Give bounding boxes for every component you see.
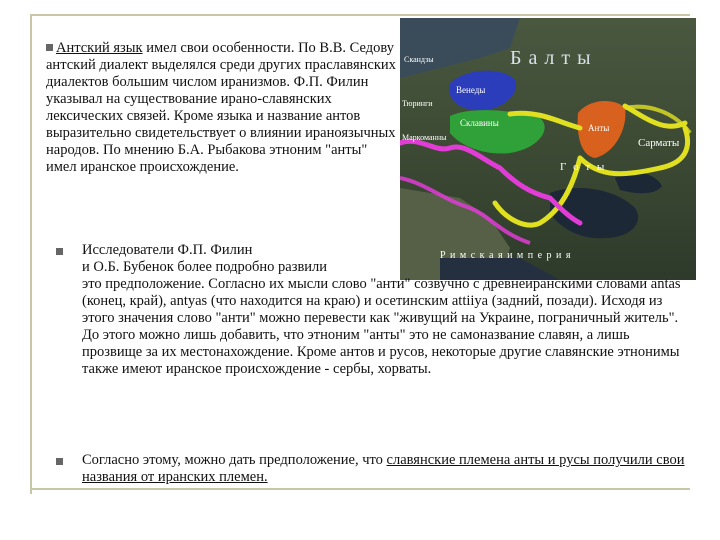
- slide-frame-left: [30, 14, 32, 494]
- bullet-icon: [46, 44, 53, 51]
- map-label-anty: Анты: [588, 123, 610, 133]
- anty-language-link[interactable]: Антский язык: [56, 40, 143, 56]
- map-label-skandy: Скандзы: [404, 55, 434, 64]
- paragraph-anty-language: [46, 40, 398, 176]
- slide-frame-top: [30, 14, 690, 16]
- map-label-sklaviny: Склавины: [460, 118, 499, 128]
- bullet-icon: [56, 458, 63, 465]
- map-label-goty: Г о т ы: [560, 161, 607, 173]
- map-label-rim: Р и м с к а я и м п е р и я: [440, 250, 572, 261]
- bullet-icon: [56, 248, 63, 255]
- paragraph-2-text: это предположение. Согласно их мысли слово "анти" созвучно с древнеиранскими словами antas (конец, край), antyas (что находится на краю) и осетинским attiiya (задний, позади). Исходя из этого значения слово "анти" можно перевести как "живущий на Украине, пограничный житель". До этого можно лишь добавить, что этноним "анты" это не самоназвание славян, а лишь прозвище за их местонахождение. Кроме антов и русов, некоторые другие славянские этнонимы также имеют иранское происхождение - сербы, хорваты.: [82, 276, 681, 377]
- list-item-conclusion: [56, 452, 692, 486]
- map-label-venedy: Венеды: [456, 85, 486, 95]
- paragraph-2-line-1: Исследователи Ф.П. Филин: [82, 242, 253, 258]
- map-label-markomanny: Маркоманны: [402, 133, 447, 142]
- paragraph-2-line-2: и О.Б. Бубенок более подробно развили: [82, 259, 328, 275]
- map-label-turingi: Тюринги: [402, 99, 433, 108]
- map-label-sarmaty: Сарматы: [638, 137, 680, 149]
- historical-map: [400, 18, 696, 280]
- map-label-balty: Б а л т ы: [510, 47, 592, 69]
- list-item-researchers: [56, 242, 692, 378]
- slide-frame-bottom: [30, 488, 690, 490]
- paragraph-1-text: имел свои особенности. По В.В. Седову антский диалект выделялся среди других праславянских диалектов большим числом иранизмов. Ф.П. Филин указывал на существование ирано-славянских лексических связей. Кроме языка и название антов выразительно свидетельствует о влиянии ираноязычных народов. По мнению Б.А. Рыбакова этноним "анты" имел иранское происхождение.: [46, 40, 396, 175]
- paragraph-3-text: Согласно этому, можно дать предположение, что: [82, 452, 387, 468]
- slavic-tribes-link[interactable]: славянские племена анты и русы получили свои названия от иранских племен.: [82, 452, 685, 485]
